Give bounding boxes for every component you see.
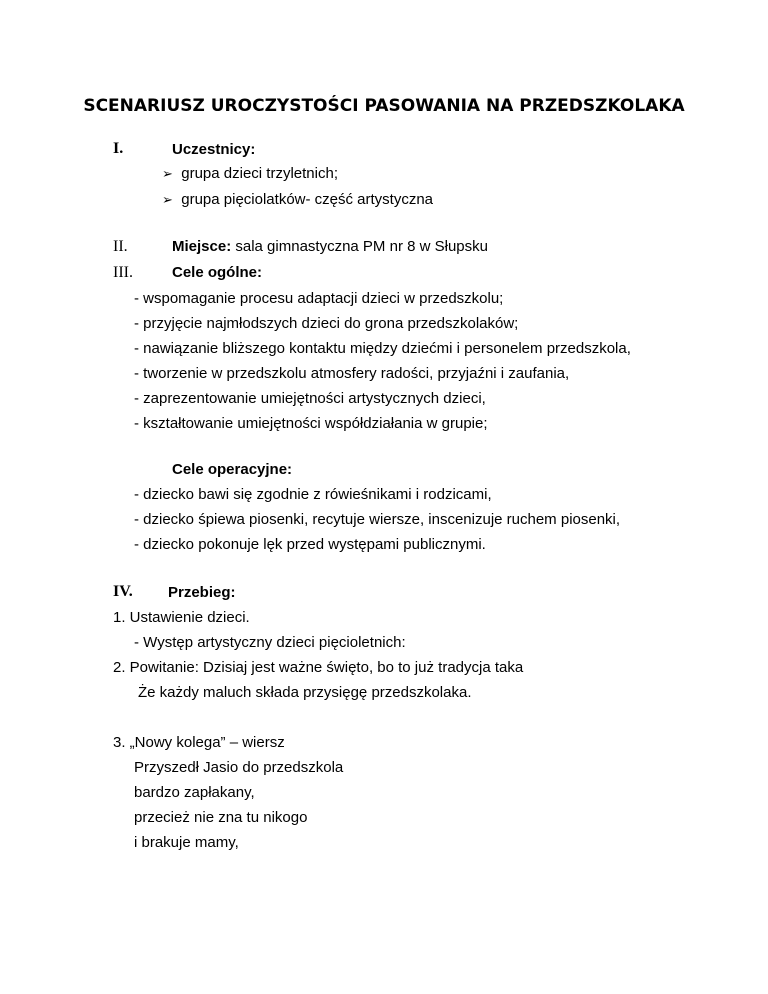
list-item: - wspomaganie procesu adaptacji dzieci w przedszkolu; xyxy=(134,290,504,307)
bullet-text: grupa pięciolatków- część artystyczna xyxy=(181,191,434,208)
poem-line: i brakuje mamy, xyxy=(134,834,239,851)
arrow-bullet-icon: ➢ xyxy=(162,167,173,182)
list-item: - przyjęcie najmłodszych dzieci do grona przedszkolaków; xyxy=(134,315,519,332)
step-2: 2. Powitanie: Dzisiaj jest ważne święto, bo to już tradycja taka xyxy=(113,659,524,676)
section-1-heading: Uczestnicy: xyxy=(172,141,256,158)
section-3-subheading: Cele operacyjne: xyxy=(172,461,293,478)
list-item xyxy=(162,165,338,184)
step-1-sub: - Występ artystyczny dzieci pięcioletnich: xyxy=(134,634,406,651)
section-2-heading: Miejsce: xyxy=(172,238,232,255)
section-2-line xyxy=(172,238,488,256)
step-2-continuation: Że każdy maluch składa przysięgę przedszkolaka. xyxy=(138,684,472,701)
list-item: - tworzenie w przedszkolu atmosfery radości, przyjaźni i zaufania, xyxy=(134,365,570,382)
section-2-text: sala gimnastyczna PM nr 8 w Słupsku xyxy=(231,238,488,255)
section-3-numeral: III. xyxy=(113,264,133,281)
section-2-numeral: II. xyxy=(113,238,128,255)
arrow-bullet-icon: ➢ xyxy=(162,193,173,208)
step-3: 3. „Nowy kolega” – wiersz xyxy=(113,734,285,751)
poem-line: Przyszedł Jasio do przedszkola xyxy=(134,759,344,776)
poem-line: przecież nie zna tu nikogo xyxy=(134,809,308,826)
section-4-heading: Przebieg: xyxy=(168,584,236,601)
list-item xyxy=(162,191,433,210)
list-item: - kształtowanie umiejętności współdziałania w grupie; xyxy=(134,415,488,432)
section-1-numeral: I. xyxy=(113,140,124,157)
list-item: - nawiązanie bliższego kontaktu między dziećmi i personelem przedszkola, xyxy=(134,340,631,357)
section-3-heading: Cele ogólne: xyxy=(172,264,263,281)
bullet-text: grupa dzieci trzyletnich; xyxy=(181,165,338,182)
poem-line: bardzo zapłakany, xyxy=(134,784,255,801)
list-item: - dziecko śpiewa piosenki, recytuje wiersze, inscenizuje ruchem piosenki, xyxy=(134,511,621,528)
list-item: - dziecko pokonuje lęk przed występami publicznymi. xyxy=(134,536,486,553)
list-item: - zaprezentowanie umiejętności artystycznych dzieci, xyxy=(134,390,486,407)
list-item: - dziecko bawi się zgodnie z rówieśnikami i rodzicami, xyxy=(134,486,492,503)
document-title: SCENARIUSZ UROCZYSTOŚCI PASOWANIA NA PRZEDSZKOLAKA xyxy=(83,96,685,116)
step-1: 1. Ustawienie dzieci. xyxy=(113,609,250,626)
section-4-numeral: IV. xyxy=(113,583,133,600)
